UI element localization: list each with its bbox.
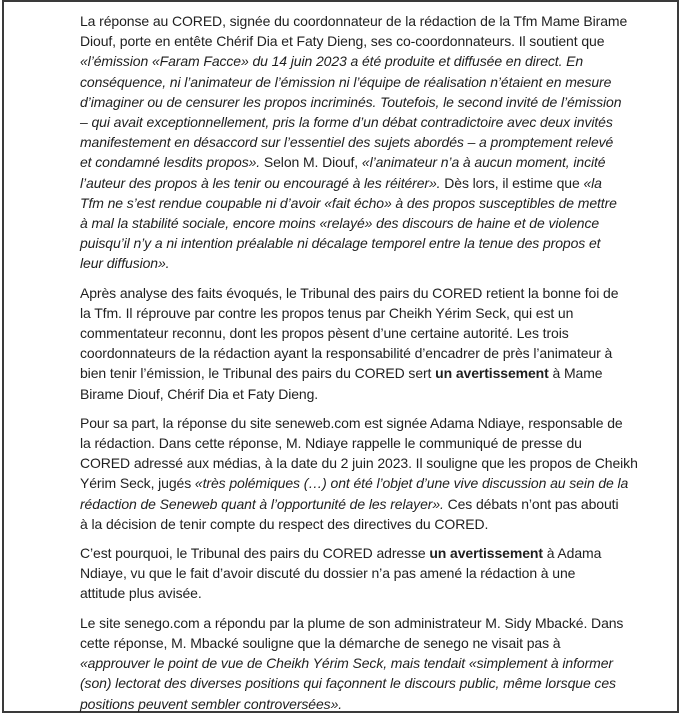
italic-text-run: leur diffusion». [80,255,170,272]
text-line [80,72,677,92]
text-line [80,323,677,343]
text-run: la rédaction. Dans cette réponse, M. Ndiaye rappelle le communiqué de presse du [80,435,582,452]
text-line [80,112,677,132]
italic-text-run: – qui avait exceptionnellement, pris la forme d’un débat contradictoire avec deux invités [80,114,613,131]
text-line [80,633,677,653]
text-run: Selon M. Diouf, [260,154,362,171]
italic-text-run: conséquence, ni l’animateur de l’émission ni l’équipe de réalisation n’étaient en mesure [80,73,612,90]
text-run: Diouf, porte en entête Chérif Dia et Faty Dieng, ses co-coordonnateurs. Il soutient que [80,33,605,50]
text-run: Ndiaye, vu que le fait d’avoir discuté du dossier n’a pas amené la rédaction à une [80,565,576,582]
document-content [4,2,677,714]
text-line [80,413,677,433]
italic-text-run: positions peuvent sembler controversées». [80,695,343,712]
italic-text-run: et condamné lesdits propos». [80,154,261,171]
paragraph [80,283,677,404]
text-line [80,283,677,303]
text-line [80,673,677,693]
italic-text-run: «approuver le point de vue de Cheikh Yérim Seck, mais tendait «simplement à informer [80,655,613,672]
text-run: Ces débats n’ont pas abouti [443,495,619,512]
text-line [80,543,677,563]
text-line [80,494,677,514]
text-line [80,132,677,152]
text-line [80,31,677,51]
text-line [80,453,677,473]
text-run: C’est pourquoi, le Tribunal des pairs du CORED adresse [80,545,430,562]
italic-text-run: manifestement en désaccord sur l’essentiel des sujets abordés – a promptement relevé [80,134,614,151]
text-line [80,92,677,112]
italic-text-run: Tfm ne s’est rendue coupable ni d’avoir «fait écho» à des propos susceptibles de mettre [80,194,617,211]
text-line [80,233,677,253]
text-line [80,213,677,233]
bold-text-run: un avertissement [435,365,549,382]
page-border-frame [2,0,679,713]
paragraph [80,11,677,274]
text-line [80,152,677,172]
italic-text-run: puisqu’il n’y a ni intention préalable ni décalage temporel entre la tenue des propos et [80,235,601,252]
text-run: à la décision de tenir compte du respect des directives du CORED. [80,515,489,532]
italic-text-run: «la [583,174,602,191]
text-run: Dès lors, il estime que [440,174,584,191]
text-line [80,583,677,603]
italic-text-run: «l’animateur n’a à aucun moment, incité [361,154,606,171]
text-run: La réponse au CORED, signée du coordonnateur de la rédaction de la Tfm Mame Birame [80,13,628,29]
text-line [80,694,677,714]
text-line [80,193,677,213]
text-run: coordonnateurs de la rédaction ayant la responsabilité d’encadrer de près l’animateur à [80,345,613,362]
text-line [80,11,677,31]
text-line [80,303,677,323]
text-run: Après analyse des faits évoqués, le Tribunal des pairs du CORED retient la bonne foi de [80,284,619,301]
paragraph [80,413,677,534]
text-line [80,473,677,493]
text-run: cette réponse, M. Mbacké souligne que la démarche de senego ne visait pas à [80,634,561,651]
text-line [80,343,677,363]
italic-text-run: (son) lectorat des diverses positions qui façonnent le discours public, même lorsque ces [80,675,616,692]
text-run: Yérim Seck, jugés [80,475,195,492]
text-run: la Tfm. Il réprouve par contre les propos tenus par Cheikh Yérim Seck, qui est un [80,304,574,321]
italic-text-run: l’auteur des propos à les tenir ou encouragé à les réitérer». [80,174,441,191]
text-line [80,563,677,583]
text-line [80,433,677,453]
text-run: Pour sa part, la réponse du site seneweb.com est signée Adama Ndiaye, responsable de [80,414,623,431]
text-run: à Mame [548,365,603,382]
text-run: à Adama [542,545,602,562]
text-run: Birame Diouf, Chérif Dia et Faty Dieng. [80,385,319,402]
text-line [80,514,677,534]
bold-text-run: un avertissement [429,545,543,562]
italic-text-run: «très polémiques (…) ont été l’objet d’une vive discussion au sein de la [194,475,629,492]
text-run: Le site senego.com a répondu par la plume de son administrateur M. Sidy Mbacké. Dans [80,614,624,631]
italic-text-run: «l’émission «Faram Facce» du 14 juin 2023 a été produite et diffusée en direct. En [80,53,584,70]
text-line [80,253,677,273]
text-run: commentateur reconnu, dont les propos pèsent d’une certaine autorité. Les trois [80,325,569,342]
paragraph [80,543,677,604]
text-line [80,363,677,383]
italic-text-run: d’imaginer ou de censurer les propos incriminés. Toutefois, le second invité de l’émission [80,93,622,110]
text-run: attitude plus avisée. [80,585,202,602]
italic-text-run: rédaction de Seneweb quant à l’opportunité de les relayer». [80,495,444,512]
text-line [80,173,677,193]
text-line [80,613,677,633]
text-run: bien tenir l’émission, le Tribunal des pairs du CORED sert [80,365,436,382]
text-line [80,384,677,404]
text-run: CORED adressé aux médias, à la date du 2 juin 2023. Il souligne que les propos de Cheikh [80,455,638,472]
text-line [80,51,677,71]
italic-text-run: à mal la stabilité sociale, encore moins «relayé» des discours de haine et de violence [80,215,600,232]
text-line [80,653,677,673]
paragraph [80,613,677,714]
